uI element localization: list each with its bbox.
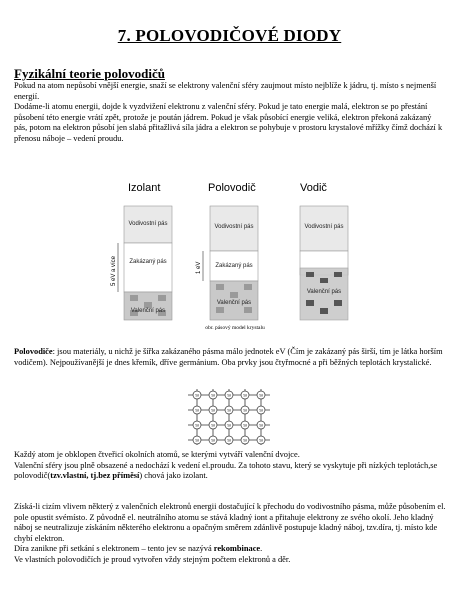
column-heading-semiconductor: Polovodič [208, 182, 256, 194]
silicon-atom-label: Si [243, 437, 247, 443]
paragraph-4c: ) chová jako izolant. [139, 471, 208, 481]
paragraph-4a: Každý atom je obklopen čtveřicí okolních atomů, se kterými vytváří valenční dvojce. [14, 450, 300, 459]
insulator-valence-band: Valenční pás [130, 307, 166, 314]
semiconductor-valence-band: Valenční pás [216, 299, 252, 306]
section-heading: Fyzikální teorie polovodičů [14, 66, 165, 81]
silicon-atom-label: Si [227, 422, 231, 428]
silicon-atom-label: Si [195, 392, 199, 398]
paragraph-7: Ve vlastních polovodičích je proud vytvořen vždy stejným počtem elektronů a děr. [14, 554, 291, 564]
term-recombination: rekombinace [213, 544, 261, 554]
silicon-atom-label: Si [227, 437, 231, 443]
paragraph-5: Získá-li cizím vlivem některý z valenčních elektronů energii dostačující k přechodu do vodivostního pásma, může působením el. pole opustit svémísto. Z původně el. neutrálního atomu se stává kladný iont a přitahuje elektrony ze svého okolí. Jeho kladný náboj se neutralizuje získáním některého elektronu a opačným směrem zdánlivě postupuje kladný náboj, tzv.díra, tj. místo kde chybí elektron. [14, 502, 446, 543]
semiconductor-conduction-band: Vodivostní pás [214, 223, 254, 230]
column-heading-insulator: Izolant [128, 182, 161, 194]
silicon-atom-label: Si [243, 422, 247, 428]
conductor-valence-band: Valenční pás [306, 288, 342, 295]
silicon-atom-label: Si [211, 422, 215, 428]
silicon-atom-label: Si [259, 392, 263, 398]
paragraph-holes [14, 502, 446, 566]
silicon-atom-label: Si [227, 392, 231, 398]
semiconductor-forbidden-band: Zakázaný pás [215, 262, 253, 269]
silicon-atom-label: Si [195, 422, 199, 428]
silicon-atom-label: Si [259, 407, 263, 413]
paragraph-6b: . [260, 544, 263, 554]
paragraph-6a: Díra zanikne při setkání s elektronem – tento jev se nazývá [14, 544, 214, 554]
silicon-atom-label: Si [243, 407, 247, 413]
paragraph-1: Pokud na atom nepůsobí vnější energie, snaží se elektrony valenční sféry zaujmout místo nejblíže k jádru, tj. místo s nejmenší energií. [14, 81, 437, 101]
figure-caption: obr. pásový model krystalu [205, 325, 265, 331]
silicon-atom-label: Si [243, 392, 247, 398]
silicon-atom-label: Si [195, 407, 199, 413]
insulator-conduction-band: Vodivostní pás [128, 221, 168, 227]
paragraph-intro [14, 81, 446, 145]
semiconductor-gap-label: 1 eV [196, 261, 202, 274]
column-heading-conductor: Vodič [300, 182, 327, 194]
term-intrinsic: tzv.vlastní, tj.bez příměsí [50, 471, 140, 481]
crystal-lattice-diagram [186, 388, 272, 446]
paragraph-3-text: : jsou materiály, u nichž je šířka zakázaného pásma málo jednotek eV (Čím je zakázaný pás širší, tím je látka horším vodičem). Nejpoužívanější je dnes křemík, dříve germánium. Oba prvky jsou čtyřmocné a při běžných teplotách krystalické. [14, 347, 443, 367]
band-model-figure [110, 182, 360, 337]
paragraph-4b: Valenční sféry jsou plně obsazené a nedochází k vedení el.proudu. Za tohoto stavu, který se vyskytuje při nízkých teplotách,se polovodič( [14, 460, 438, 481]
silicon-atom-label: Si [211, 407, 215, 413]
silicon-atom-label: Si [195, 437, 199, 443]
silicon-atom-label: Si [259, 437, 263, 443]
silicon-atom-label: Si [211, 392, 215, 398]
silicon-atom-label: Si [211, 437, 215, 443]
silicon-atom-label: Si [227, 407, 231, 413]
paragraph-2: Dodáme-li atomu energii, dojde k vyzdvižení elektronu z valenční sféry. Pokud je tato energie malá, elektron se po přestání působení této energie vrátí zpět, protože je poután jádrem. Pokud je však působící energie veliká, elektron překoná zakázaný pás, potom na elektron působí jen slabá přitažlivá síla jádra a elektron se pohybuje v prostoru krystalové mřížky čímž dochází k přenosu náboje – vedení proudu. [14, 102, 443, 143]
silicon-atom-label: Si [259, 422, 263, 428]
term-semiconductors: Polovodiče [14, 347, 53, 356]
paragraph-lattice [14, 450, 446, 482]
conductor-conduction-band: Vodivostní pás [304, 223, 344, 230]
paragraph-semiconductors [14, 347, 446, 368]
page-title: 7. POLOVODIČOVÉ DIODY [117, 26, 342, 45]
insulator-gap-label: 5 eV a více [111, 255, 117, 286]
insulator-forbidden-band: Zakázaný pás [129, 258, 167, 265]
